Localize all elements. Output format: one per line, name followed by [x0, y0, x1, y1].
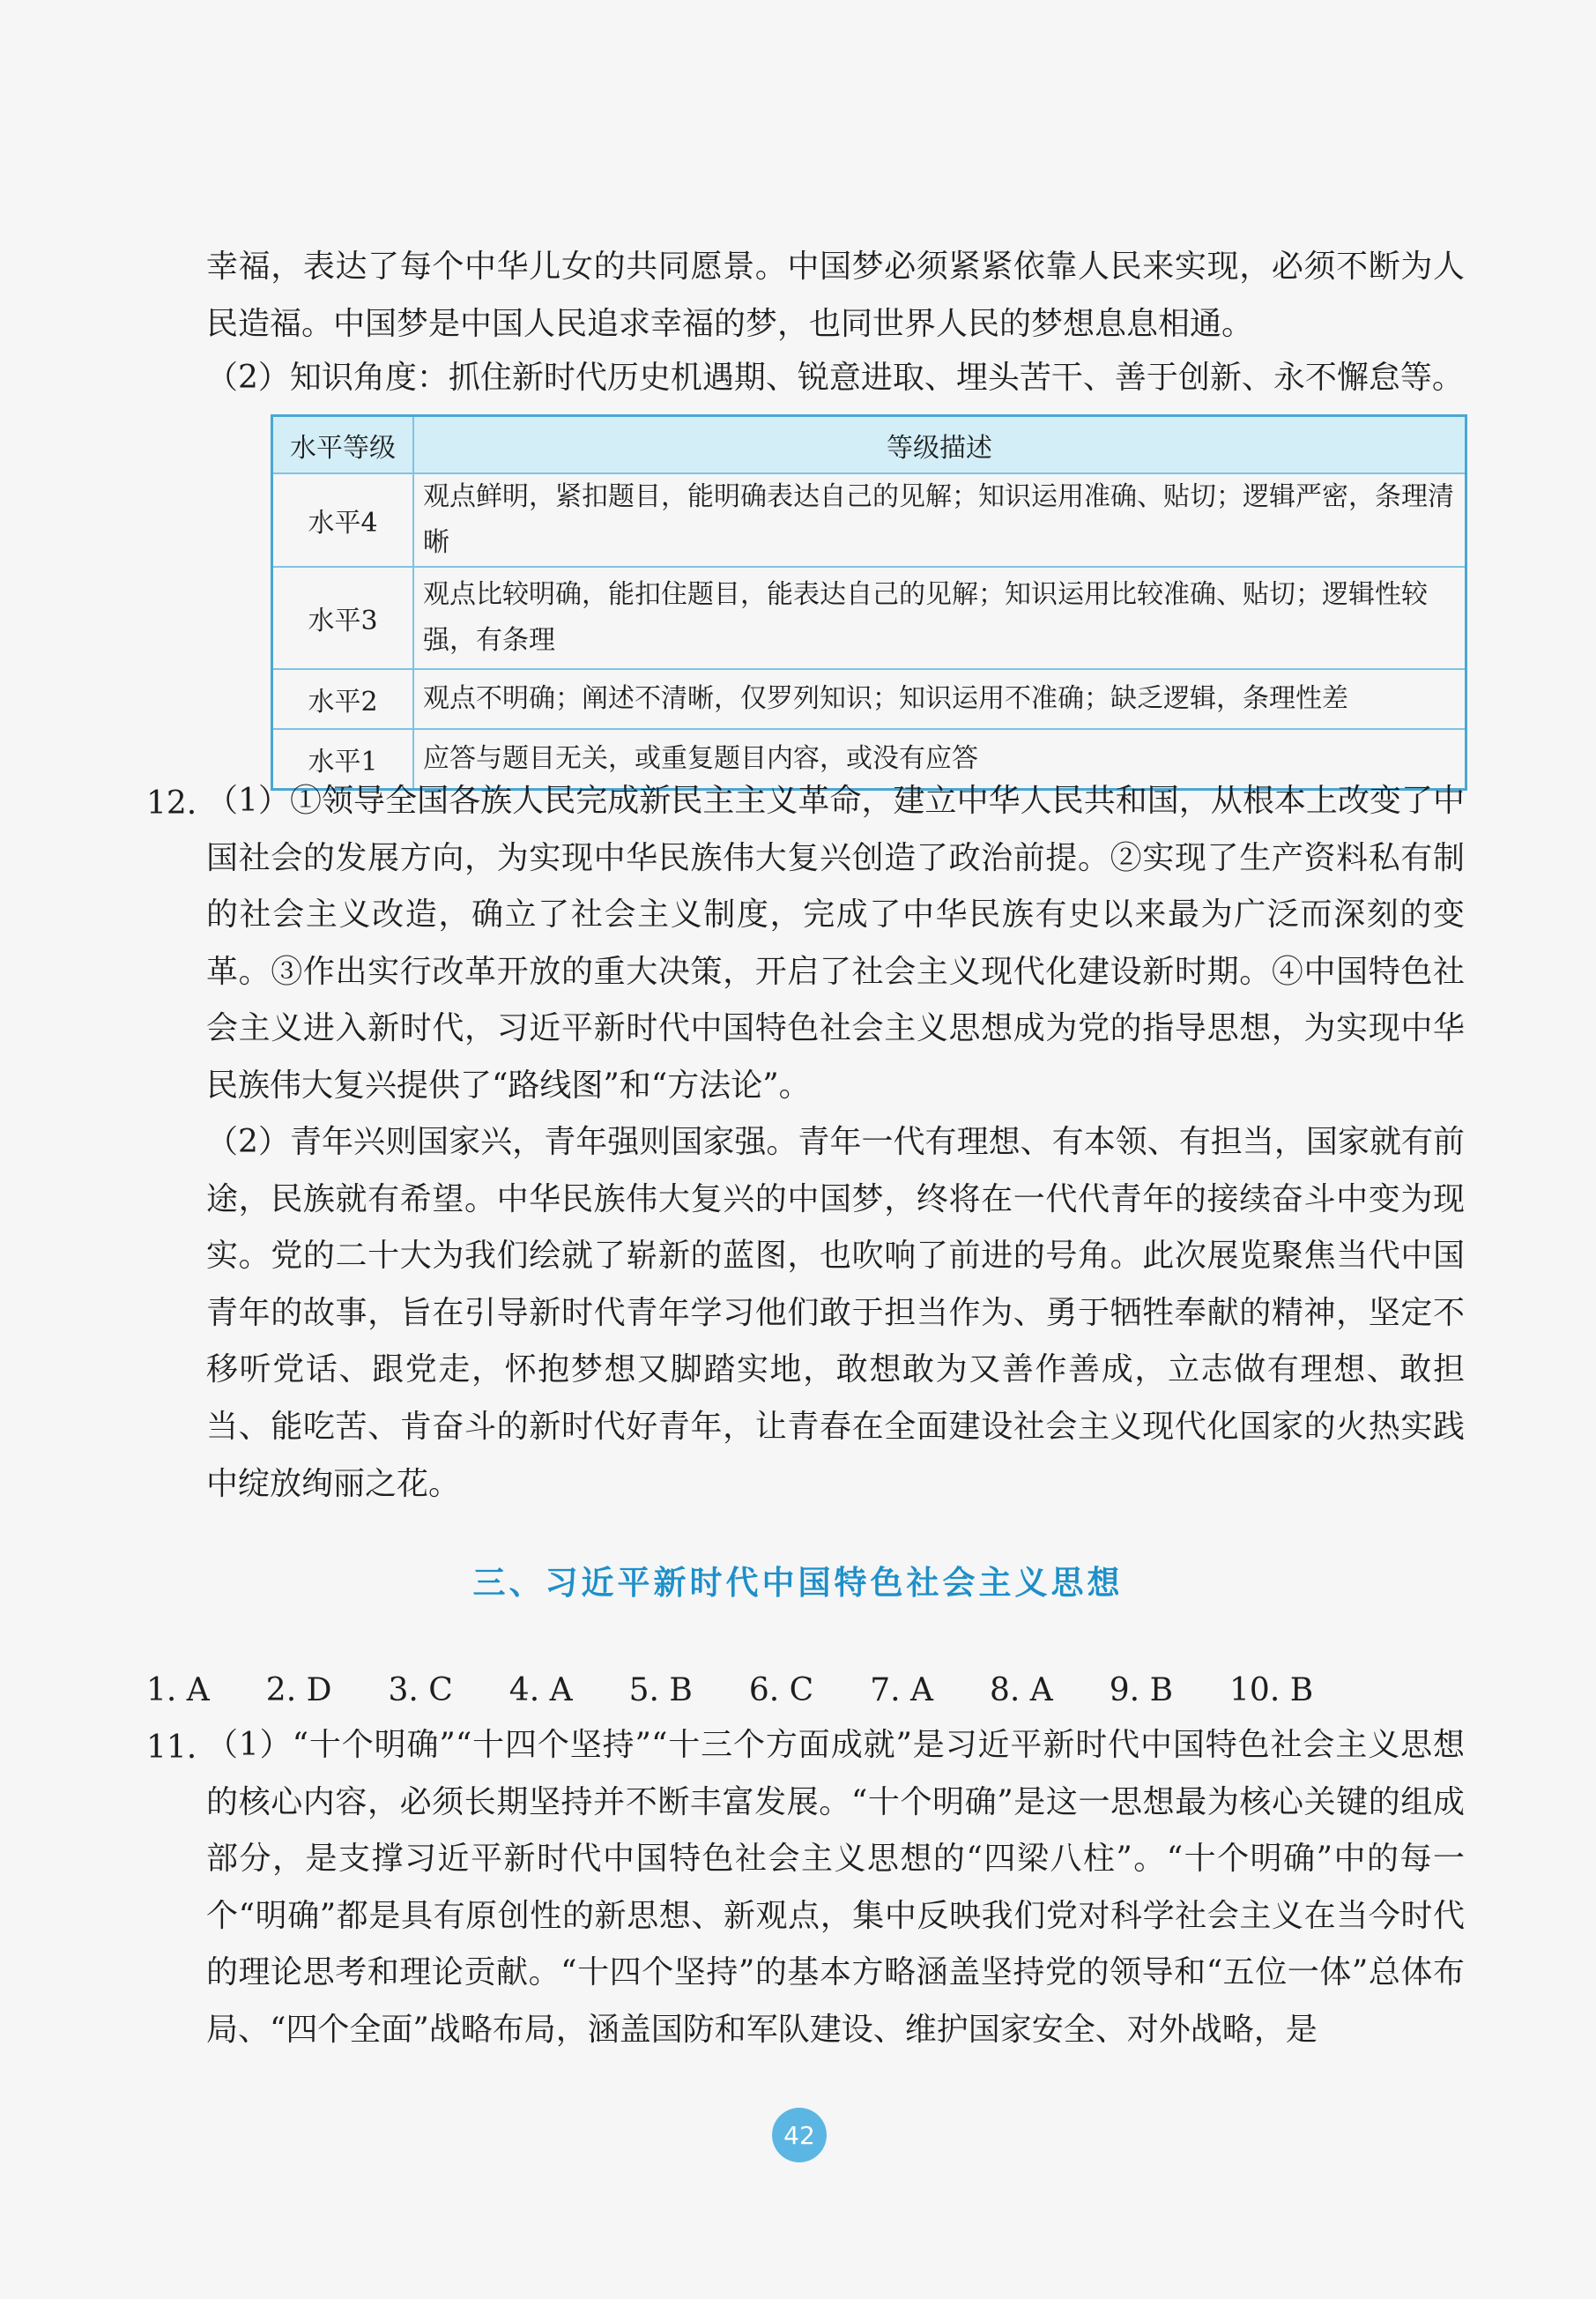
intro-paragraph: 幸福，表达了每个中华儿女的共同愿景。中国梦必须紧紧依靠人民来实现，必须不断为人民造福。中国梦是中国人民追求幸福的梦，也同世界人民的梦想息息相通。: [206, 249, 1465, 342]
answer-item: 1. A: [146, 1672, 210, 1708]
table-header-level: 水平等级: [272, 416, 414, 474]
table-cell-desc: 观点不明确；阐述不清晰，仅罗列知识；知识运用不准确；缺乏逻辑，条理性差: [413, 669, 1466, 729]
answer-item: 5. B: [628, 1672, 693, 1708]
table-header-row: [272, 416, 1466, 474]
table-cell-desc: 观点比较明确，能扣住题目，能表达自己的见解；知识运用比较准确、贴切；逻辑性较强，有条理: [413, 567, 1466, 669]
answer-item: 7. A: [870, 1672, 933, 1708]
answer-item: 9. B: [1109, 1672, 1174, 1708]
grade-table: [271, 414, 1467, 791]
table-row: [272, 567, 1466, 669]
table-cell-level: 水平1: [272, 729, 414, 789]
answer-item: 2. D: [265, 1672, 332, 1708]
page-number-badge: 42: [772, 2108, 827, 2162]
answer-item: 3. C: [388, 1672, 453, 1708]
answer-item: 6. C: [748, 1672, 814, 1708]
question-number-12: 12.: [146, 785, 197, 822]
table-cell-level: 水平4: [272, 473, 414, 567]
answer-item: 8. A: [989, 1672, 1053, 1708]
knowledge-angle-line: （2）知识角度：抓住新时代历史机遇期、锐意进取、埋头苦干、善于创新、永不懈怠等。: [206, 360, 1464, 396]
q12-part1: （1）①领导全国各族人民完成新民主主义革命，建立中华人民共和国，从根本上改变了中国社会的发展方向，为实现中华民族伟大复兴创造了政治前提。②实现了生产资料私有制的社会主义改造，确立了社会主义制度，完成了中华民族有史以来最为广泛而深刻的变革。③作出实行改革开放的重大决策，开启了社会主义现代化建设新时期。④中国特色社会主义进入新时代，习近平新时代中国特色社会主义思想成为党的指导思想，为实现中华民族伟大复兴提供了“路线图”和“方法论”。: [206, 783, 1465, 1104]
q11-part1: （1）“十个明确”“十四个坚持”“十三个方面成就”是习近平新时代中国特色社会主义思想的核心内容，必须长期坚持并不断丰富发展。“十个明确”是这一思想最为核心关键的组成部分，是支撑习近平新时代中国特色社会主义思想的“四梁八柱”。“十个明确”中的每一个“明确”都是具有原创性的新思想、新观点，集中反映我们党对科学社会主义在当今时代的理论思考和理论贡献。“十四个坚持”的基本方略涵盖坚持党的领导和“五位一体”总体布局、“四个全面”战略布局，涵盖国防和军队建设、维护国家安全、对外战略，是: [206, 1727, 1465, 2048]
section-title: 三、习近平新时代中国特色社会主义思想: [472, 1564, 1124, 1602]
answer-item: 10. B: [1229, 1672, 1314, 1708]
table-cell-desc: 观点鲜明，紧扣题目，能明确表达自己的见解；知识运用准确、贴切；逻辑严密，条理清晰: [413, 473, 1466, 567]
table-cell-level: 水平2: [272, 669, 414, 729]
question-number-11: 11.: [146, 1730, 197, 1766]
answer-list: [146, 1672, 1313, 1708]
answer-item: 4. A: [508, 1672, 573, 1708]
table-row: [272, 669, 1466, 729]
q12-part2: （2）青年兴则国家兴，青年强则国家强。青年一代有理想、有本领、有担当，国家就有前途，民族就有希望。中华民族伟大复兴的中国梦，终将在一代代青年的接续奋斗中变为现实。党的二十大为我们绘就了崭新的蓝图，也吹响了前进的号角。此次展览聚焦当代中国青年的故事，旨在引导新时代青年学习他们敢于担当作为、勇于牺牲奉献的精神，坚定不移听党话、跟党走，怀抱梦想又脚踏实地，敢想敢为又善作善成，立志做有理想、敢担当、能吃苦、肯奋斗的新时代好青年，让青春在全面建设社会主义现代化国家的火热实践中绽放绚丽之花。: [206, 1124, 1465, 1502]
table-cell-level: 水平3: [272, 567, 414, 669]
table-cell-desc: 应答与题目无关，或重复题目内容，或没有应答: [413, 729, 1466, 789]
table-header-desc: 等级描述: [413, 416, 1466, 474]
table-row: [272, 473, 1466, 567]
